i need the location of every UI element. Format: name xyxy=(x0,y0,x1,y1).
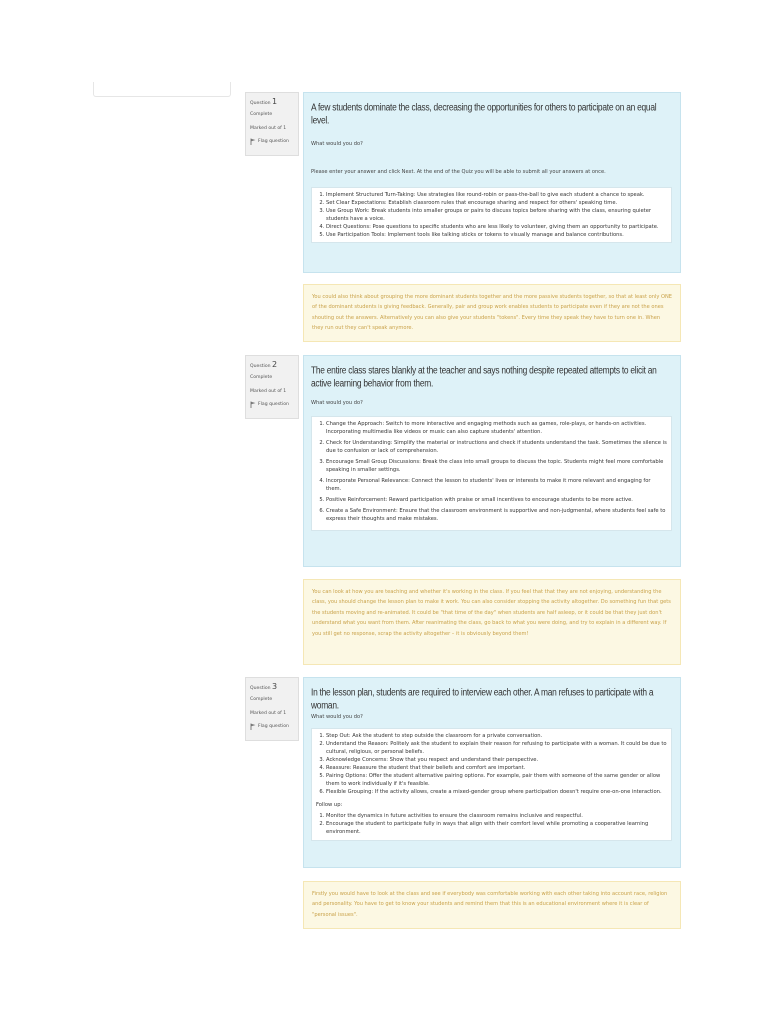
answer-list-item: 3. Acknowledge Concerns: Show that you respect and understand their perspective. xyxy=(326,756,667,764)
answer-list-item: 5. Pairing Options: Offer the student alternative pairing options. For example, pair them with someone of the same gender or allow them to work individually if it's feasible. xyxy=(326,772,667,788)
flag-question-label: Flag question xyxy=(258,724,289,730)
question-formulation xyxy=(303,677,681,868)
quiz-navigation-block xyxy=(93,82,231,97)
question-grade: Marked out of 1 xyxy=(250,125,287,131)
question-grade: Marked out of 1 xyxy=(250,388,287,394)
general-feedback: You could also think about grouping the more dominant students together and the more passive students together, so that at least only ONE of the dominant students is giving feedback. Generally, pair and group work enables students to participate even if they are not the ones shouting out the answers. Alternatively you can also give your students "tokens". Every time they speak they have to turn one in. When they run out they can't speak anymore. xyxy=(303,284,681,342)
answer-text[interactable] xyxy=(311,728,672,841)
question-instruction: Please enter your answer and click Next. At the end of the Quiz you will be able to submit all your answers at once. xyxy=(311,168,606,175)
answer-list-item: 5. Use Participation Tools: Implement tools like talking sticks or tokens to visually manage and balance contributions. xyxy=(326,231,667,239)
question-label: Question xyxy=(250,364,271,369)
answer-list-item: 5. Positive Reinforcement: Reward participation with praise or small incentives to encourage students to be more active. xyxy=(326,496,667,504)
answer-list-item: 4. Reassure: Reassure the student that their beliefs and comfort are important. xyxy=(326,764,667,772)
question-info xyxy=(245,355,299,419)
flag-icon xyxy=(250,138,256,145)
question-number-value: 3 xyxy=(272,682,278,691)
question-formulation xyxy=(303,92,681,273)
answer-text[interactable] xyxy=(311,416,672,531)
flag-question-button[interactable] xyxy=(250,401,295,408)
question-number-value: 2 xyxy=(272,360,278,369)
flag-icon xyxy=(250,723,256,730)
question-state: Complete xyxy=(250,375,273,380)
answer-list-item: 3. Encourage Small Group Discussions: Break the class into small groups to discuss the topic. Students might feel more comfortable speaking in smaller settings. xyxy=(326,458,667,474)
answer-list-item: 1. Step Out: Ask the student to step outside the classroom for a private conversation. xyxy=(326,732,667,740)
question-formulation xyxy=(303,355,681,567)
question-text: A few students dominate the class, decreasing the opportunities for others to participate on an equal level. xyxy=(311,101,657,126)
answer-list-item: 2. Understand the Reason: Politely ask the student to explain their reason for refusing to participate with a woman. It could be due to cultural, religious, or personal beliefs. xyxy=(326,740,667,756)
follow-up-list xyxy=(316,812,667,836)
question-prompt: What would you do? xyxy=(311,713,363,720)
answer-list xyxy=(316,420,667,524)
follow-up-item: 1. Monitor the dynamics in future activities to ensure the classroom remains inclusive and respectful. xyxy=(326,812,667,820)
question-prompt: What would you do? xyxy=(311,399,363,406)
answer-list-item: 2. Set Clear Expectations: Establish classroom rules that encourage sharing and respect for others' speaking time. xyxy=(326,199,667,207)
flag-question-button[interactable] xyxy=(250,138,295,145)
question-text: In the lesson plan, students are required to interview each other. A man refuses to participate with a woman. xyxy=(311,686,654,711)
answer-list-item: 4. Direct Questions: Pose questions to specific students who are less likely to volunteer, giving them an opportunity to participate. xyxy=(326,223,667,231)
answer-list-item: 1. Implement Structured Turn-Taking: Use strategies like round-robin or pass-the-ball to give each student a chance to speak. xyxy=(326,191,667,199)
flag-question-button[interactable] xyxy=(250,723,295,730)
question-number xyxy=(250,360,295,370)
flag-question-label: Flag question xyxy=(258,139,289,145)
question-number-value: 1 xyxy=(272,97,278,106)
general-feedback: Firstly you would have to look at the class and see if everybody was comfortable working with each other taking into account race, religion and personality. You have to get to know your students and remind them that this is an educational environment where it is clear of "personal issues". xyxy=(303,881,681,929)
answer-list-item: 4. Incorporate Personal Relevance: Connect the lesson to students' lives or interests to make it more relevant and engaging for them. xyxy=(326,477,667,493)
question-label: Question xyxy=(250,101,271,106)
answer-text[interactable] xyxy=(311,187,672,243)
follow-up-item: 2. Encourage the student to participate fully in ways that align with their comfort level while promoting a cooperative learning environment. xyxy=(326,820,667,836)
answer-list-item: 6. Flexible Grouping: If the activity allows, create a mixed-gender group where participation doesn't require one-on-one interaction. xyxy=(326,788,667,796)
flag-icon xyxy=(250,401,256,408)
question-label: Question xyxy=(250,686,271,691)
answer-list xyxy=(316,732,667,797)
answer-list-item: 1. Change the Approach: Switch to more interactive and engaging methods such as games, role-plays, or hands-on activities. Incorporating multimedia like videos or music can also capture students' attention. xyxy=(326,420,667,436)
question-info xyxy=(245,92,299,156)
answer-list-item: 6. Create a Safe Environment: Ensure that the classroom environment is supportive and non-judgmental, where students feel safe to express their thoughts and make mistakes. xyxy=(326,507,667,523)
question-grade: Marked out of 1 xyxy=(250,710,287,716)
answer-list-item: 2. Check for Understanding: Simplify the material or instructions and check if students understand the task. Sometimes the silence is due to confusion or lack of comprehension. xyxy=(326,439,667,455)
question-info xyxy=(245,677,299,741)
question-prompt: What would you do? xyxy=(311,140,363,147)
general-feedback: You can look at how you are teaching and whether it's working in the class. If you feel that that they are not enjoying, understanding the class, you should change the lesson plan to make it work. You can also consider stopping the activity altogether. Do something fun that gets the students moving and re-animated. It could be "that time of the day" when students are half asleep, or it could be that they just don't understand what you want from them. After reanimating the class, go back to what you were doing, and try to explain in a different way. If you still get no response, scrap the activity altogether – it is obviously beyond them! xyxy=(303,579,681,665)
question-state: Complete xyxy=(250,697,273,702)
answer-list-item: 3. Use Group Work: Break students into smaller groups or pairs to discuss topics before sharing with the class, ensuring quieter students have a voice. xyxy=(326,207,667,223)
follow-up-label: Follow up: xyxy=(316,802,343,809)
answer-list xyxy=(316,191,667,239)
question-text: The entire class stares blankly at the teacher and says nothing despite repeated attempts to elicit an active learning behavior from them. xyxy=(311,364,657,389)
flag-question-label: Flag question xyxy=(258,402,289,408)
question-number xyxy=(250,682,295,692)
question-number xyxy=(250,97,295,107)
question-state: Complete xyxy=(250,112,273,117)
